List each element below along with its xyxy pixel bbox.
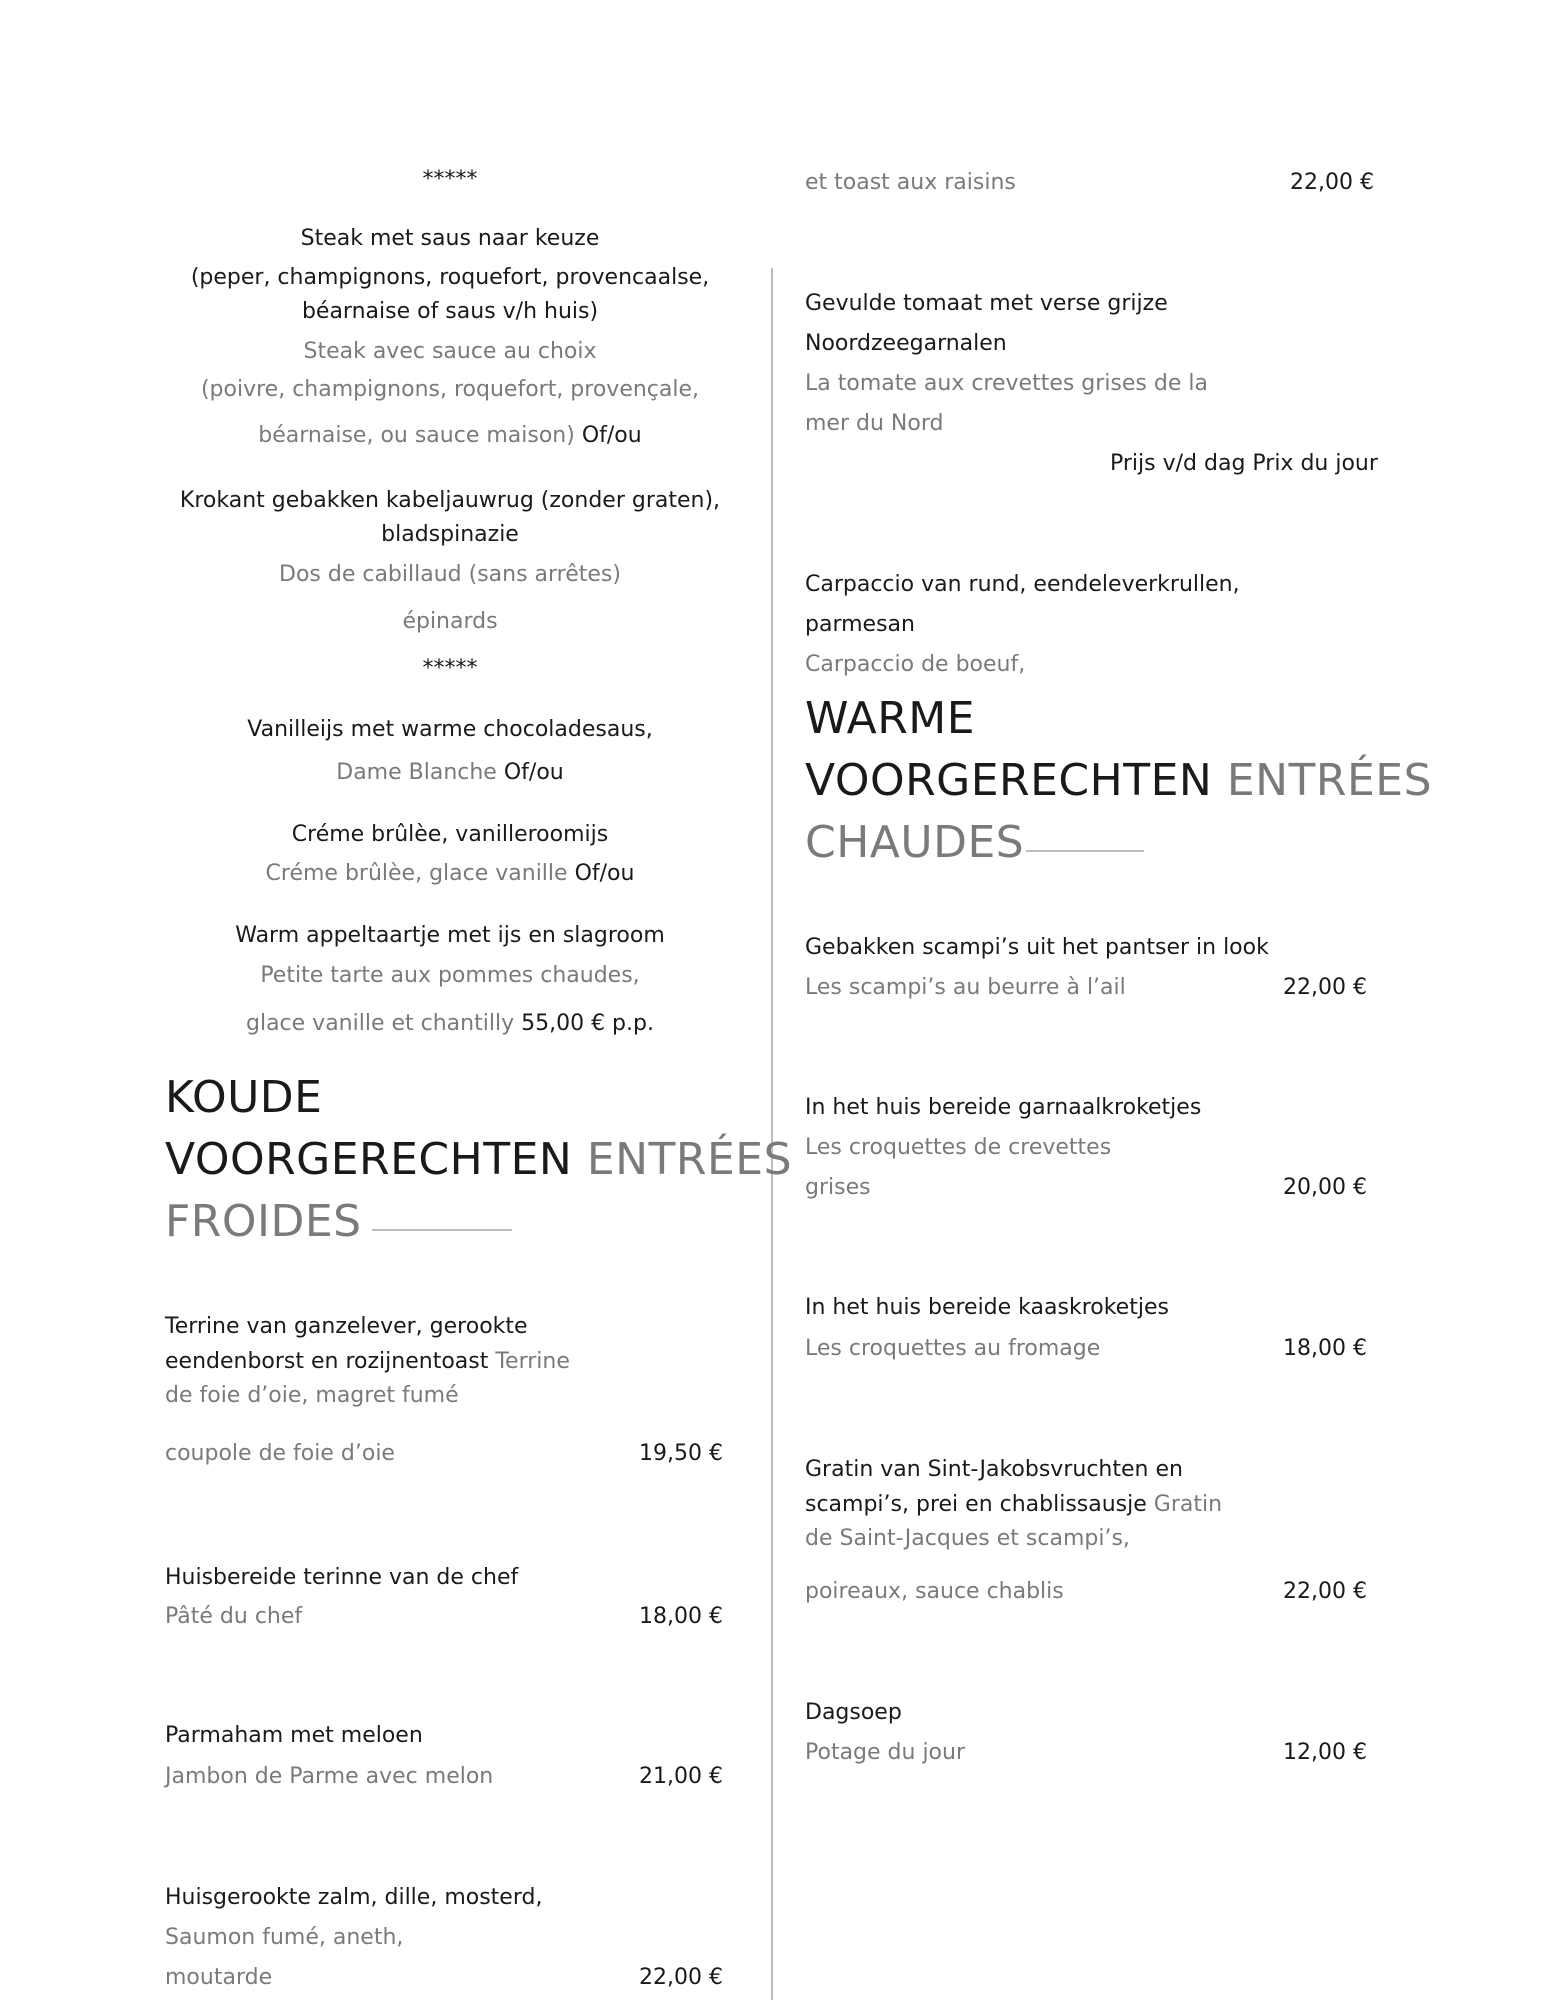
warm-heading-line3 [805,812,1432,874]
cold-heading-fr-2: FROIDES [165,1196,362,1247]
vanilla-title-fr-text: Dame Blanche [336,760,497,785]
creme-title-nl: Créme brûlèe, vanilleroomijs [291,822,609,847]
separator-stars: ***** [422,167,478,192]
apple-desc-fr-text: glace vanille et chantilly [246,1011,515,1036]
cheese-croquettes-title-fr: Les croquettes au fromage [805,1336,1101,1361]
salmon-price: 22,00 € [639,1965,723,1990]
terrine-title-nl-1: Terrine van ganzelever, gerookte [165,1314,528,1339]
parma-title-fr: Jambon de Parme avec melon [165,1764,494,1789]
or-label: Of/ou [503,760,564,785]
steak-title-nl: Steak met saus naar keuze [300,226,600,251]
gratin-desc-fr-1: de Saint-Jacques et scampi’s, [805,1526,1130,1551]
separator-stars: ***** [422,656,478,681]
creme-title-fr [140,857,760,891]
cod-desc-fr: épinards [402,609,498,634]
shrimp-croquettes-title-nl: In het huis bereide garnaalkroketjes [805,1095,1202,1120]
carpaccio-title-nl-1: Carpaccio van rund, eendeleverkrullen, [805,572,1240,597]
parma-title-nl: Parmaham met meloen [165,1723,423,1748]
cold-heading-nl: VOORGERECHTEN [165,1134,573,1185]
salmon-desc-fr: moutarde [165,1965,273,1990]
steak-desc-fr-2-text: béarnaise, ou sauce maison) [258,423,575,448]
cold-heading-line3 [165,1191,792,1253]
steak-desc-fr-2 [140,419,760,453]
cold-heading-line2 [165,1129,792,1191]
tomato-title-nl-1: Gevulde tomaat met verse grijze [805,291,1168,316]
steak-desc-nl-2: béarnaise of saus v/h huis) [301,299,599,324]
soup-title-fr: Potage du jour [805,1740,966,1765]
or-label: Of/ou [581,423,642,448]
steak-desc-fr-1: (poivre, champignons, roquefort, provençale, [200,377,700,402]
gratin-title-nl-1: Gratin van Sint-Jakobsvruchten en [805,1457,1183,1482]
gratin-title-fr-inline: Gratin [1153,1492,1223,1517]
cheese-croquettes-title-nl: In het huis bereide kaaskroketjes [805,1295,1169,1320]
salmon-title-fr: Saumon fumé, aneth, [165,1925,404,1950]
menu-price: 55,00 € p.p. [521,1011,654,1036]
heading-rule [372,1229,512,1231]
cold-starters-heading [165,1067,792,1253]
shrimp-croquettes-price: 20,00 € [1283,1175,1367,1200]
scampi-title-fr: Les scampi’s au beurre à l’ail [805,975,1126,1000]
chef-terrine-title-fr: Pâté du chef [165,1604,303,1629]
warm-heading-line1: WARME [805,693,976,744]
terrine-title-fr-inline: Terrine [495,1349,570,1374]
creme-title-fr-text: Créme brûlèe, glace vanille [265,861,568,886]
cod-title-fr: Dos de cabillaud (sans arrêtes) [279,562,621,587]
steak-desc-nl-1: (peper, champignons, roquefort, provencaalse, [190,265,710,290]
warm-heading-fr-2: CHAUDES [805,817,1025,868]
carpaccio-title-fr: Carpaccio de boeuf, [805,652,1026,677]
cod-title-nl: Krokant gebakken kabeljauwrug (zonder graten), [179,488,721,513]
cheese-croquettes-price: 18,00 € [1283,1336,1367,1361]
tomato-title-fr-2: mer du Nord [805,411,944,436]
warm-heading-nl: VOORGERECHTEN [805,755,1213,806]
gratin-price: 22,00 € [1283,1579,1367,1604]
terrine-title-nl-2-text: eendenborst en rozijnentoast [165,1349,489,1374]
apple-title-nl: Warm appeltaartje met ijs en slagroom [235,923,665,948]
gratin-title-nl-2-text: scampi’s, prei en chablissausje [805,1492,1147,1517]
terrine-desc-fr-1: de foie d’oie, magret fumé [165,1383,459,1408]
chef-terrine-title-nl: Huisbereide terinne van de chef [165,1565,519,1590]
tomato-price: Prijs v/d dag Prix du jour [1110,451,1378,476]
chef-terrine-price: 18,00 € [639,1604,723,1629]
toast-price: 22,00 € [1290,170,1374,195]
apple-title-fr: Petite tarte aux pommes chaudes, [260,963,640,988]
toast-desc-fr: et toast aux raisins [805,170,1016,195]
scampi-title-nl: Gebakken scampi’s uit het pantser in look [805,935,1269,960]
vanilla-title-nl: Vanilleijs met warme chocoladesaus, [247,717,653,742]
terrine-title-nl-2 [165,1345,570,1379]
shrimp-croquettes-title-fr-1: Les croquettes de crevettes [805,1135,1112,1160]
terrine-desc-fr-2: coupole de foie d’oie [165,1441,395,1466]
tomato-title-nl-2: Noordzeegarnalen [805,331,1007,356]
cold-heading-fr: ENTRÉES [586,1134,793,1185]
shrimp-croquettes-title-fr-2: grises [805,1175,871,1200]
heading-rule [1026,850,1144,852]
tomato-title-fr-1: La tomate aux crevettes grises de la [805,371,1208,396]
soup-price: 12,00 € [1283,1740,1367,1765]
warm-heading-fr: ENTRÉES [1226,755,1433,806]
parma-price: 21,00 € [639,1764,723,1789]
carpaccio-title-nl-2: parmesan [805,612,915,637]
salmon-title-nl: Huisgerookte zalm, dille, mosterd, [165,1885,543,1910]
vanilla-title-fr [140,756,760,790]
cod-desc-nl: bladspinazie [381,522,519,547]
gratin-title-nl-2 [805,1488,1222,1522]
warm-heading-line2 [805,750,1432,812]
scampi-price: 22,00 € [1283,975,1367,1000]
steak-title-fr: Steak avec sauce au choix [303,339,597,364]
soup-title-nl: Dagsoep [805,1700,902,1725]
or-label: Of/ou [574,861,635,886]
warm-starters-heading [805,688,1432,874]
gratin-desc-fr-2: poireaux, sauce chablis [805,1579,1064,1604]
apple-desc-fr [140,1007,760,1041]
terrine-price: 19,50 € [639,1441,723,1466]
cold-heading-line1: KOUDE [165,1072,323,1123]
